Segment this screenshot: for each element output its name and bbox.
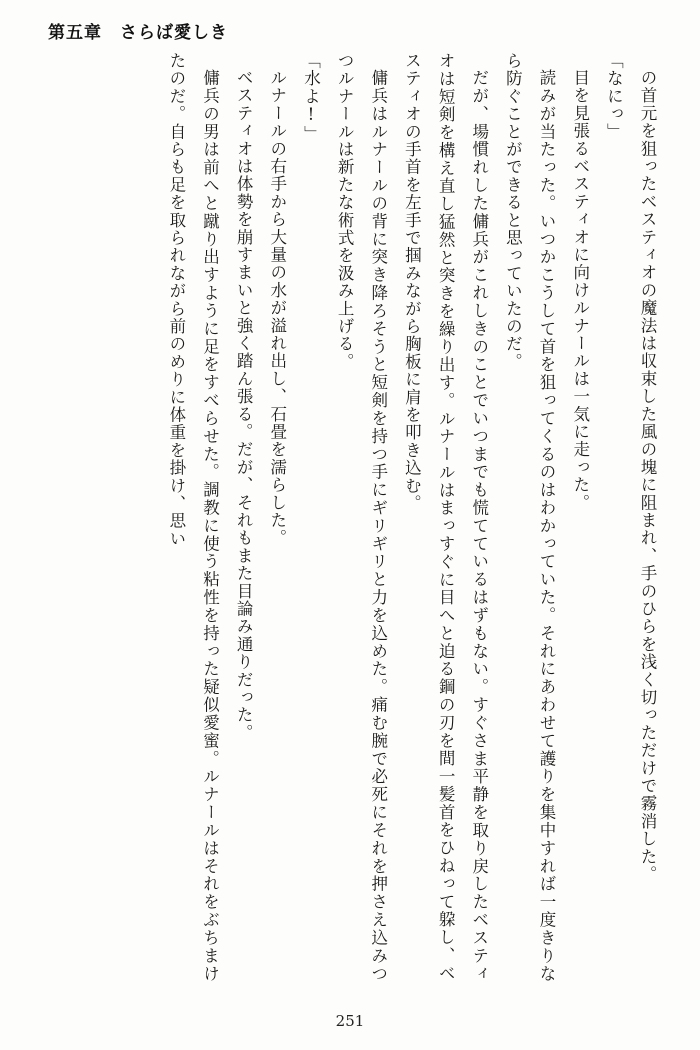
paragraph: 目を見張るベスティオに向けルナールは一気に走った。 xyxy=(570,68,590,511)
paragraph: だが、場慣れした傭兵がこれしきのことでいつまでも慌てているはずもない。すぐさま平静を取り戻したベスティオは短剣を構え直し猛然と突きを繰り出す。ルナールはまっすぐに目へと迫る鋼の刃を間一髪首をひねって躱し、ベスティオの手首を左手で掴みながら胸板に肩を叩き込む。 xyxy=(402,52,489,982)
page-header xyxy=(48,18,228,43)
paragraph: 「なにっ」 xyxy=(604,52,624,141)
paragraph: 傭兵はルナールの背に突き降ろそうと短剣を持つ手にギリギリと力を込めた。痛む腕で必死にそれを押さえ込みつつルナールは新たな術式を汲み上げる。 xyxy=(335,52,388,982)
paragraph: ベスティオは体勢を崩すまいと強く踏ん張る。だが、それもまた目論み通りだった。 xyxy=(234,68,254,742)
paragraph: 「水よ!」 xyxy=(301,52,321,143)
paragraph: 読みが当たった。いつかこうして首を狙ってくるのはわかっていた。それにあわせて護りを集中すれば一度きりなら防ぐことができると思っていたのだ。 xyxy=(503,52,557,982)
paragraph: 傭兵の男は前へと蹴り出すように足をすべらせた。調教に使う粘性を持った疑似愛蜜。ルナールはそれをぶちまけたのだ。自らも足を取られながら前のめりに体重を掛け、思い xyxy=(166,52,220,982)
paragraph: の首元を狙ったベスティオの魔法は収束した風の塊に阻まれ、手のひらを浅く切っただけで霧消した。 xyxy=(638,68,657,883)
page-body-text xyxy=(36,52,664,982)
chapter-number: 第五章 xyxy=(48,23,102,43)
chapter-title: さらば愛しき xyxy=(120,23,228,43)
page-number: 251 xyxy=(335,1012,365,1030)
paragraph: ルナールの右手から大量の水が溢れ出し、石畳を濡らした。 xyxy=(267,68,287,547)
